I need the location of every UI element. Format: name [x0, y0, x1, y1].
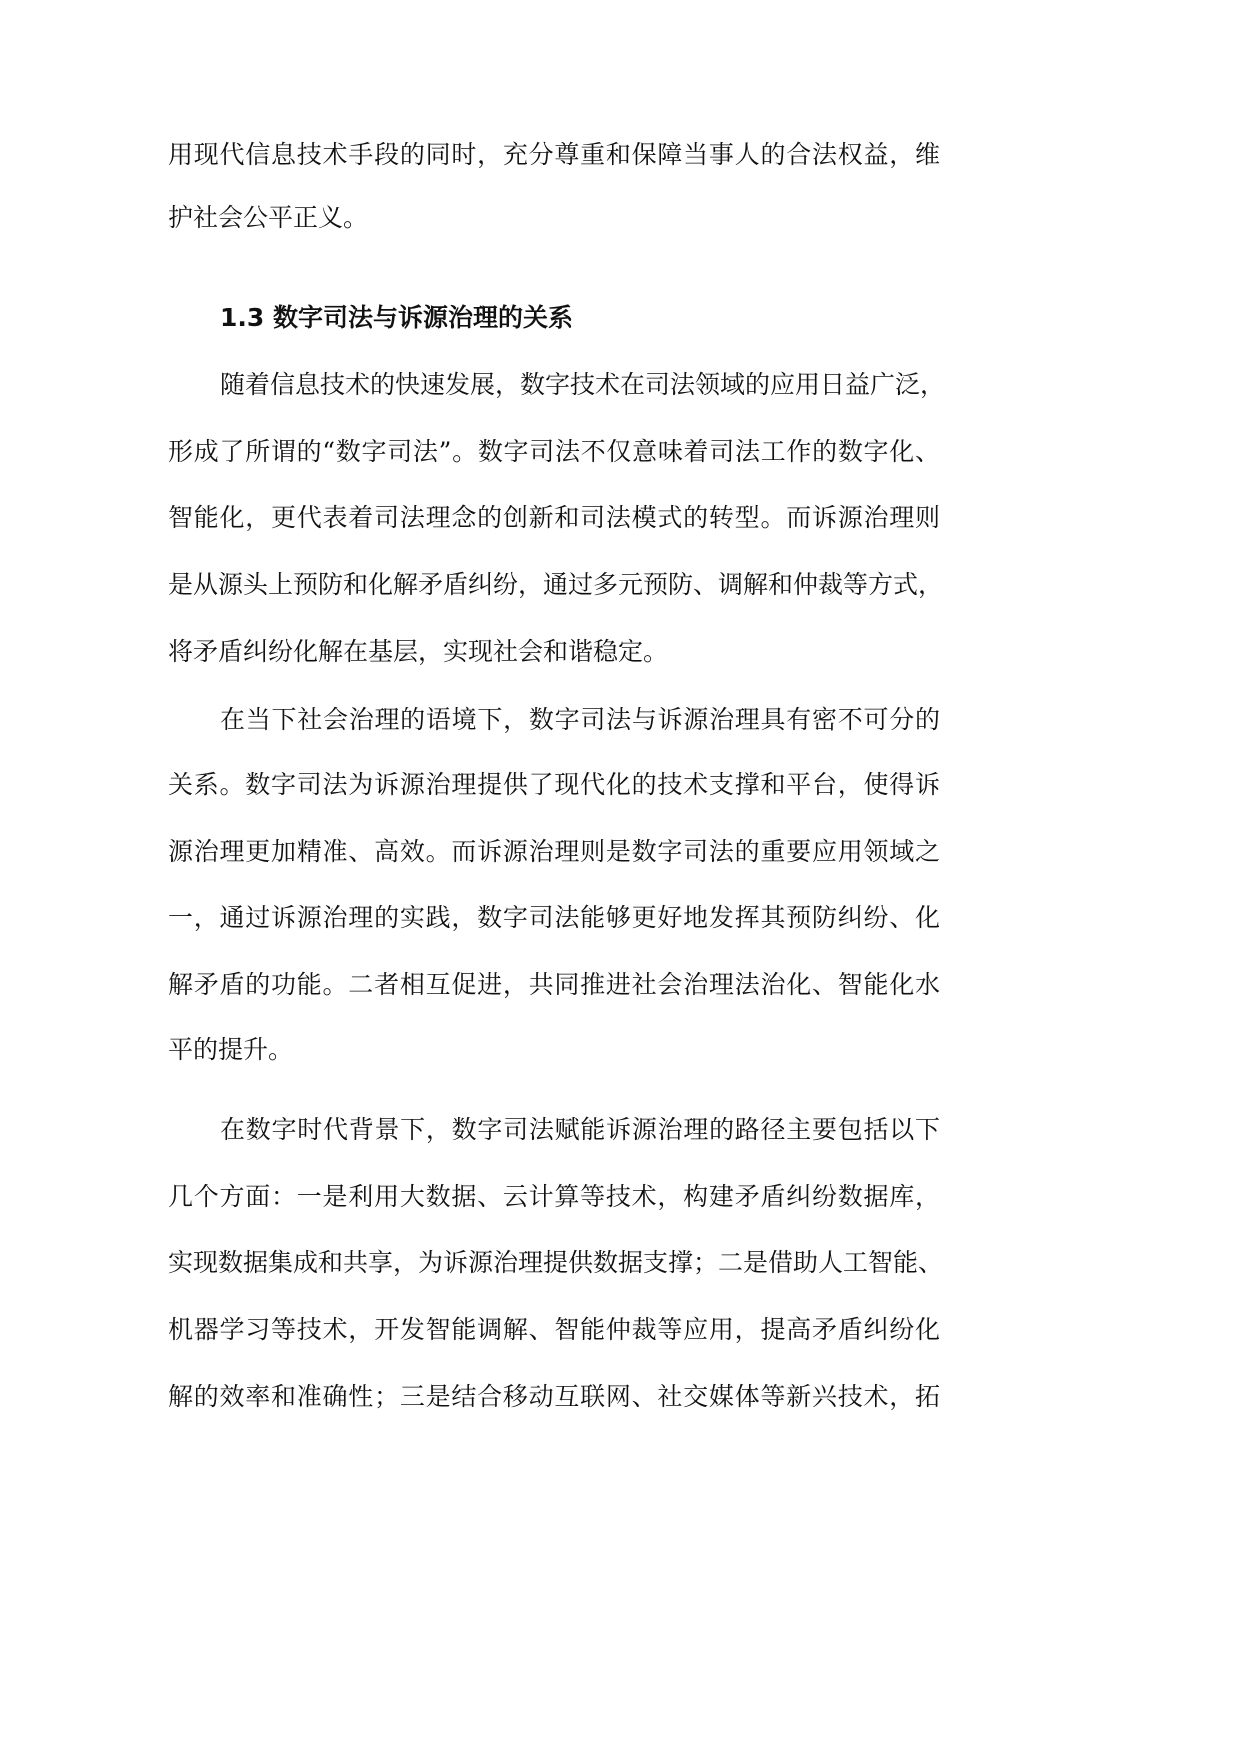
- text-line: 平的提升。: [168, 1035, 294, 1064]
- text-line: 解矛盾的功能。二者相互促进，共同推进社会治理法治化、智能化水: [168, 970, 940, 999]
- text-line: 关系。数字司法为诉源治理提供了现代化的技术支撑和平台，使得诉: [168, 770, 940, 799]
- text-line: 几个方面：一是利用大数据、云计算等技术，构建矛盾纠纷数据库，: [168, 1182, 940, 1211]
- section-heading: 1.3 数字司法与诉源治理的关系: [220, 303, 573, 332]
- text-line: 是从源头上预防和化解矛盾纠纷，通过多元预防、调解和仲裁等方式，: [168, 570, 944, 599]
- text-line: 源治理更加精准、高效。而诉源治理则是数字司法的重要应用领域之: [168, 837, 940, 866]
- text-line: 实现数据集成和共享，为诉源治理提供数据支撑；二是借助人工智能、: [168, 1248, 944, 1277]
- text-line: 形成了所谓的“数字司法”。数字司法不仅意味着司法工作的数字化、: [168, 437, 940, 466]
- text-line: 在数字时代背景下，数字司法赋能诉源治理的路径主要包括以下: [220, 1115, 940, 1144]
- text-line: 机器学习等技术，开发智能调解、智能仲裁等应用，提高矛盾纠纷化: [168, 1315, 940, 1344]
- text-line: 一，通过诉源治理的实践，数字司法能够更好地发挥其预防纠纷、化: [168, 903, 940, 932]
- text-line: 用现代信息技术手段的同时，充分尊重和保障当事人的合法权益，维: [168, 140, 940, 169]
- text-line: 解的效率和准确性；三是结合移动互联网、社交媒体等新兴技术，拓: [168, 1382, 940, 1411]
- text-line: 护社会公平正义。: [168, 203, 369, 232]
- text-line: 智能化，更代表着司法理念的创新和司法模式的转型。而诉源治理则: [168, 503, 940, 532]
- text-line: 将矛盾纠纷化解在基层，实现社会和谐稳定。: [168, 637, 669, 666]
- text-line: 在当下社会治理的语境下，数字司法与诉源治理具有密不可分的: [220, 705, 940, 734]
- text-line: 随着信息技术的快速发展，数字技术在司法领域的应用日益广泛，: [220, 370, 946, 399]
